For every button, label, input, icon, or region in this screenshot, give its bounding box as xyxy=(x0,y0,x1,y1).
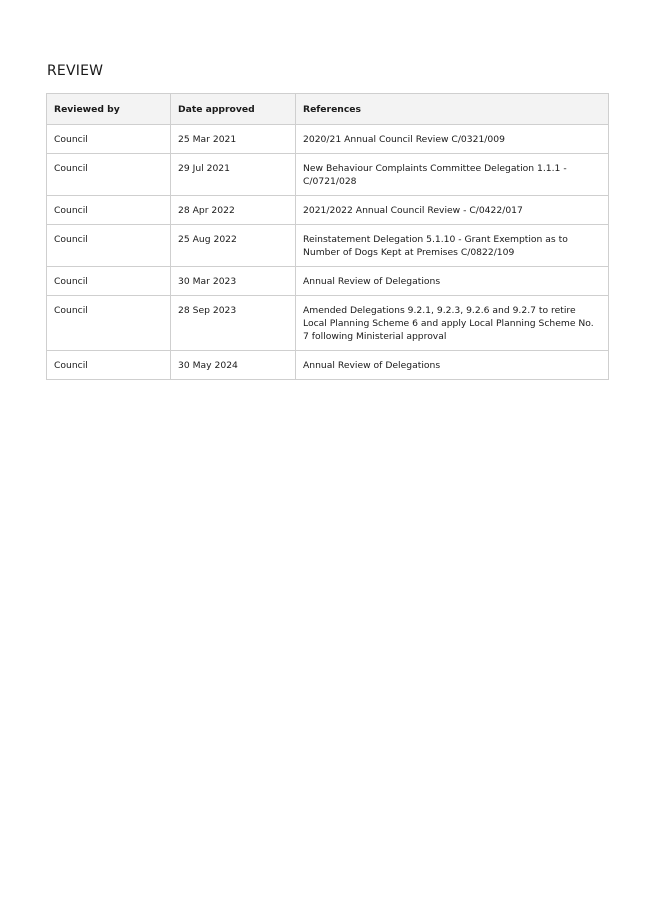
references-cell: Amended Delegations 9.2.1, 9.2.3, 9.2.6 and 9.2.7 to retire Local Planning Scheme 6 and apply Local Planning Scheme No. 7 following Ministerial approval xyxy=(296,296,609,351)
table-row xyxy=(47,225,609,267)
references-cell: 2020/21 Annual Council Review C/0321/009 xyxy=(296,125,609,154)
date-approved-cell: 30 Mar 2023 xyxy=(171,267,296,296)
table-row xyxy=(47,154,609,196)
header-references: References xyxy=(296,94,609,125)
reviewed-by-cell: Council xyxy=(47,351,171,380)
table-row xyxy=(47,196,609,225)
reviewed-by-cell: Council xyxy=(47,225,171,267)
references-cell: New Behaviour Complaints Committee Delegation 1.1.1 - C/0721/028 xyxy=(296,154,609,196)
date-approved-cell: 25 Aug 2022 xyxy=(171,225,296,267)
references-cell: Reinstatement Delegation 5.1.10 - Grant Exemption as to Number of Dogs Kept at Premises C/0822/109 xyxy=(296,225,609,267)
section-title: REVIEW xyxy=(47,63,104,79)
reviewed-by-cell: Council xyxy=(47,125,171,154)
review-table xyxy=(46,93,609,380)
date-approved-cell: 29 Jul 2021 xyxy=(171,154,296,196)
table-row xyxy=(47,351,609,380)
table-header-row xyxy=(47,94,609,125)
reviewed-by-cell: Council xyxy=(47,154,171,196)
table-row xyxy=(47,267,609,296)
date-approved-cell: 25 Mar 2021 xyxy=(171,125,296,154)
reviewed-by-cell: Council xyxy=(47,267,171,296)
date-approved-cell: 30 May 2024 xyxy=(171,351,296,380)
table-row xyxy=(47,296,609,351)
reviewed-by-cell: Council xyxy=(47,296,171,351)
date-approved-cell: 28 Apr 2022 xyxy=(171,196,296,225)
header-reviewed-by: Reviewed by xyxy=(47,94,171,125)
table-row xyxy=(47,125,609,154)
reviewed-by-cell: Council xyxy=(47,196,171,225)
date-approved-cell: 28 Sep 2023 xyxy=(171,296,296,351)
references-cell: Annual Review of Delegations xyxy=(296,267,609,296)
references-cell: Annual Review of Delegations xyxy=(296,351,609,380)
header-date-approved: Date approved xyxy=(171,94,296,125)
references-cell: 2021/2022 Annual Council Review - C/0422/017 xyxy=(296,196,609,225)
